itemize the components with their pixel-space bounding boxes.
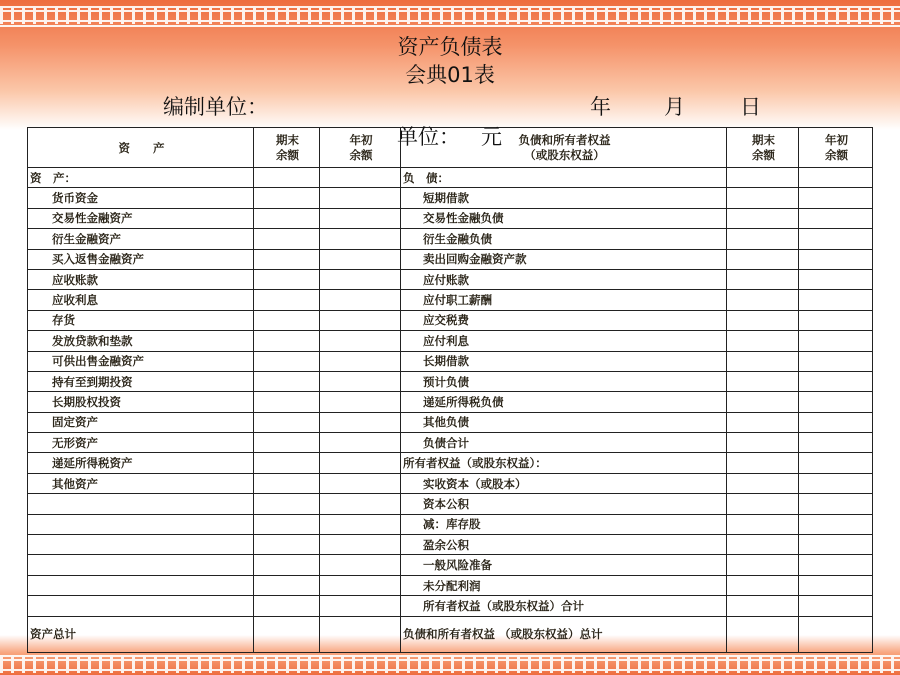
end-balance-header: 期末 余额 [254, 128, 320, 168]
asset-item-label: 固定资产 [28, 412, 254, 432]
decorative-line [0, 25, 900, 27]
liability-item-label: 应交税费 [401, 310, 727, 330]
liability-end-balance-cell[interactable] [727, 168, 799, 188]
liability-end-balance-cell[interactable] [727, 453, 799, 473]
table-row [28, 331, 873, 351]
asset-begin-balance-cell[interactable] [320, 331, 401, 351]
liability-begin-balance-cell[interactable] [799, 351, 873, 371]
year-label: 年 [590, 95, 611, 119]
table-row [28, 453, 873, 473]
asset-begin-balance-cell[interactable] [320, 371, 401, 391]
total-liabilities-equity-label: 负债和所有者权益 （或股东权益）总计 [401, 616, 727, 652]
liability-item-label: 所有者权益（或股东权益）合计 [401, 596, 727, 616]
assets-header: 资 产 [28, 128, 254, 168]
table-row [28, 494, 873, 514]
liability-end-balance-cell[interactable] [727, 310, 799, 330]
asset-end-balance-cell[interactable] [254, 351, 320, 371]
asset-begin-balance-cell[interactable] [320, 290, 401, 310]
liability-begin-balance-cell[interactable] [799, 473, 873, 493]
asset-begin-balance-cell[interactable] [320, 433, 401, 453]
asset-item-label [28, 596, 254, 616]
asset-begin-balance-cell[interactable] [320, 392, 401, 412]
asset-item-label: 无形资产 [28, 433, 254, 453]
liability-end-balance-cell[interactable] [727, 575, 799, 595]
asset-item-label: 交易性金融资产 [28, 208, 254, 228]
asset-end-balance-cell[interactable] [254, 596, 320, 616]
asset-end-balance-cell[interactable] [254, 208, 320, 228]
asset-end-balance-cell[interactable] [254, 188, 320, 208]
table-row [28, 208, 873, 228]
liability-item-label: 交易性金融负债 [401, 208, 727, 228]
table-row [28, 290, 873, 310]
asset-end-balance-cell[interactable] [254, 473, 320, 493]
asset-end-balance-cell[interactable] [254, 494, 320, 514]
asset-begin-balance-cell[interactable] [320, 208, 401, 228]
total-assets-end-cell[interactable] [254, 616, 320, 652]
liability-end-balance-cell[interactable] [727, 494, 799, 514]
liability-item-label: 衍生金融负债 [401, 229, 727, 249]
begin-balance-header-right: 年初 余额 [799, 128, 873, 168]
asset-begin-balance-cell[interactable] [320, 453, 401, 473]
table-row [28, 168, 873, 188]
table-row [28, 433, 873, 453]
liability-item-label: 长期借款 [401, 351, 727, 371]
asset-end-balance-cell[interactable] [254, 331, 320, 351]
liability-end-balance-cell[interactable] [727, 535, 799, 555]
liability-end-balance-cell[interactable] [727, 433, 799, 453]
asset-begin-balance-cell[interactable] [320, 473, 401, 493]
liability-end-balance-cell[interactable] [727, 596, 799, 616]
table-row [28, 514, 873, 534]
table-row [28, 412, 873, 432]
liability-end-balance-cell[interactable] [727, 269, 799, 289]
liability-begin-balance-cell[interactable] [799, 412, 873, 432]
asset-end-balance-cell[interactable] [254, 290, 320, 310]
liability-begin-balance-cell[interactable] [799, 555, 873, 575]
total-row [28, 616, 873, 652]
liability-end-balance-cell[interactable] [727, 392, 799, 412]
liability-end-balance-cell[interactable] [727, 331, 799, 351]
asset-item-label [28, 535, 254, 555]
liability-begin-balance-cell[interactable] [799, 392, 873, 412]
asset-end-balance-cell[interactable] [254, 371, 320, 391]
asset-end-balance-cell[interactable] [254, 433, 320, 453]
liability-item-label: 卖出回购金融资产款 [401, 249, 727, 269]
page-title: 资产负债表 [397, 35, 503, 59]
asset-end-balance-cell[interactable] [254, 310, 320, 330]
liability-begin-balance-cell[interactable] [799, 514, 873, 534]
asset-begin-balance-cell[interactable] [320, 269, 401, 289]
total-assets-begin-cell[interactable] [320, 616, 401, 652]
liability-item-label: 短期借款 [401, 188, 727, 208]
balance-sheet-table [27, 127, 873, 653]
asset-begin-balance-cell[interactable] [320, 575, 401, 595]
asset-item-label: 其他资产 [28, 473, 254, 493]
asset-end-balance-cell[interactable] [254, 453, 320, 473]
liability-item-label: 预计负债 [401, 371, 727, 391]
asset-begin-balance-cell[interactable] [320, 596, 401, 616]
liability-item-label: 应付职工薪酬 [401, 290, 727, 310]
asset-end-balance-cell[interactable] [254, 392, 320, 412]
asset-item-label [28, 514, 254, 534]
table-row [28, 575, 873, 595]
liability-end-balance-cell[interactable] [727, 371, 799, 391]
table-row [28, 371, 873, 391]
prepared-by-label: 编制单位： [163, 95, 268, 119]
asset-end-balance-cell[interactable] [254, 575, 320, 595]
asset-begin-balance-cell[interactable] [320, 229, 401, 249]
day-label: 日 [740, 95, 761, 119]
asset-begin-balance-cell[interactable] [320, 188, 401, 208]
table-row [28, 249, 873, 269]
liability-item-label: 所有者权益（或股东权益）： [401, 453, 727, 473]
asset-begin-balance-cell[interactable] [320, 494, 401, 514]
liability-end-balance-cell[interactable] [727, 473, 799, 493]
liability-item-label: 其他负债 [401, 412, 727, 432]
decorative-line [0, 6, 900, 8]
asset-item-label: 应收利息 [28, 290, 254, 310]
unit-label: 单位： [397, 125, 460, 149]
table-row [28, 229, 873, 249]
table-row [28, 473, 873, 493]
unit-value: 元 [481, 125, 502, 149]
asset-item-label: 应收账款 [28, 269, 254, 289]
liability-begin-balance-cell[interactable] [799, 269, 873, 289]
liabilities-header: 负债和所有者权益 （或股东权益） [401, 128, 727, 168]
asset-item-label: 持有至到期投资 [28, 371, 254, 391]
liability-end-balance-cell[interactable] [727, 290, 799, 310]
month-label: 月 [664, 95, 685, 119]
liability-end-balance-cell[interactable] [727, 188, 799, 208]
asset-begin-balance-cell[interactable] [320, 535, 401, 555]
decorative-line [0, 655, 900, 657]
asset-item-label: 衍生金融资产 [28, 229, 254, 249]
liability-item-label: 应付利息 [401, 331, 727, 351]
liability-begin-balance-cell[interactable] [799, 310, 873, 330]
liability-item-label: 一般风险准备 [401, 555, 727, 575]
decorative-fret-border-top [0, 8, 900, 24]
liability-begin-balance-cell[interactable] [799, 494, 873, 514]
total-liabilities-begin-cell[interactable] [799, 616, 873, 652]
table-row [28, 188, 873, 208]
liability-end-balance-cell[interactable] [727, 555, 799, 575]
liability-item-label: 负 债： [401, 168, 727, 188]
liability-begin-balance-cell[interactable] [799, 249, 873, 269]
asset-item-label [28, 494, 254, 514]
liability-begin-balance-cell[interactable] [799, 168, 873, 188]
total-assets-label: 资产总计 [28, 616, 254, 652]
liability-item-label: 应付账款 [401, 269, 727, 289]
asset-item-label: 资 产： [28, 168, 254, 188]
liability-end-balance-cell[interactable] [727, 229, 799, 249]
form-code: 会典01表 [405, 63, 495, 87]
asset-item-label: 买入返售金融资产 [28, 249, 254, 269]
asset-begin-balance-cell[interactable] [320, 351, 401, 371]
asset-item-label [28, 555, 254, 575]
asset-end-balance-cell[interactable] [254, 168, 320, 188]
total-liabilities-end-cell[interactable] [727, 616, 799, 652]
liability-begin-balance-cell[interactable] [799, 188, 873, 208]
asset-end-balance-cell[interactable] [254, 249, 320, 269]
liability-begin-balance-cell[interactable] [799, 535, 873, 555]
asset-end-balance-cell[interactable] [254, 514, 320, 534]
asset-item-label [28, 575, 254, 595]
liability-item-label: 递延所得税负债 [401, 392, 727, 412]
table-row [28, 269, 873, 289]
table-row [28, 555, 873, 575]
asset-item-label: 长期股权投资 [28, 392, 254, 412]
liability-item-label: 负债合计 [401, 433, 727, 453]
asset-end-balance-cell[interactable] [254, 229, 320, 249]
liability-begin-balance-cell[interactable] [799, 290, 873, 310]
table-row [28, 392, 873, 412]
asset-begin-balance-cell[interactable] [320, 168, 401, 188]
liability-begin-balance-cell[interactable] [799, 229, 873, 249]
asset-item-label: 可供出售金融资产 [28, 351, 254, 371]
asset-begin-balance-cell[interactable] [320, 310, 401, 330]
asset-item-label: 存货 [28, 310, 254, 330]
table-row [28, 535, 873, 555]
asset-item-label: 货币资金 [28, 188, 254, 208]
liability-end-balance-cell[interactable] [727, 249, 799, 269]
liability-end-balance-cell[interactable] [727, 351, 799, 371]
liability-begin-balance-cell[interactable] [799, 433, 873, 453]
asset-end-balance-cell[interactable] [254, 269, 320, 289]
liability-end-balance-cell[interactable] [727, 412, 799, 432]
table-row [28, 596, 873, 616]
liability-end-balance-cell[interactable] [727, 208, 799, 228]
liability-item-label: 资本公积 [401, 494, 727, 514]
liability-item-label: 未分配利润 [401, 575, 727, 595]
table-row [28, 310, 873, 330]
asset-begin-balance-cell[interactable] [320, 412, 401, 432]
asset-item-label: 递延所得税资产 [28, 453, 254, 473]
liability-item-label: 盈余公积 [401, 535, 727, 555]
asset-begin-balance-cell[interactable] [320, 555, 401, 575]
liability-end-balance-cell[interactable] [727, 514, 799, 534]
asset-begin-balance-cell[interactable] [320, 249, 401, 269]
decorative-fret-border-bottom [0, 657, 900, 673]
liability-begin-balance-cell[interactable] [799, 453, 873, 473]
liability-item-label: 实收资本（或股本） [401, 473, 727, 493]
liability-begin-balance-cell[interactable] [799, 331, 873, 351]
liability-item-label: 减：库存股 [401, 514, 727, 534]
asset-begin-balance-cell[interactable] [320, 514, 401, 534]
asset-end-balance-cell[interactable] [254, 555, 320, 575]
liability-begin-balance-cell[interactable] [799, 371, 873, 391]
asset-item-label: 发放贷款和垫款 [28, 331, 254, 351]
end-balance-header-right: 期末 余额 [727, 128, 799, 168]
table-row [28, 351, 873, 371]
liability-begin-balance-cell[interactable] [799, 596, 873, 616]
liability-begin-balance-cell[interactable] [799, 575, 873, 595]
asset-end-balance-cell[interactable] [254, 412, 320, 432]
liability-begin-balance-cell[interactable] [799, 208, 873, 228]
asset-end-balance-cell[interactable] [254, 535, 320, 555]
begin-balance-header: 年初 余额 [320, 128, 401, 168]
